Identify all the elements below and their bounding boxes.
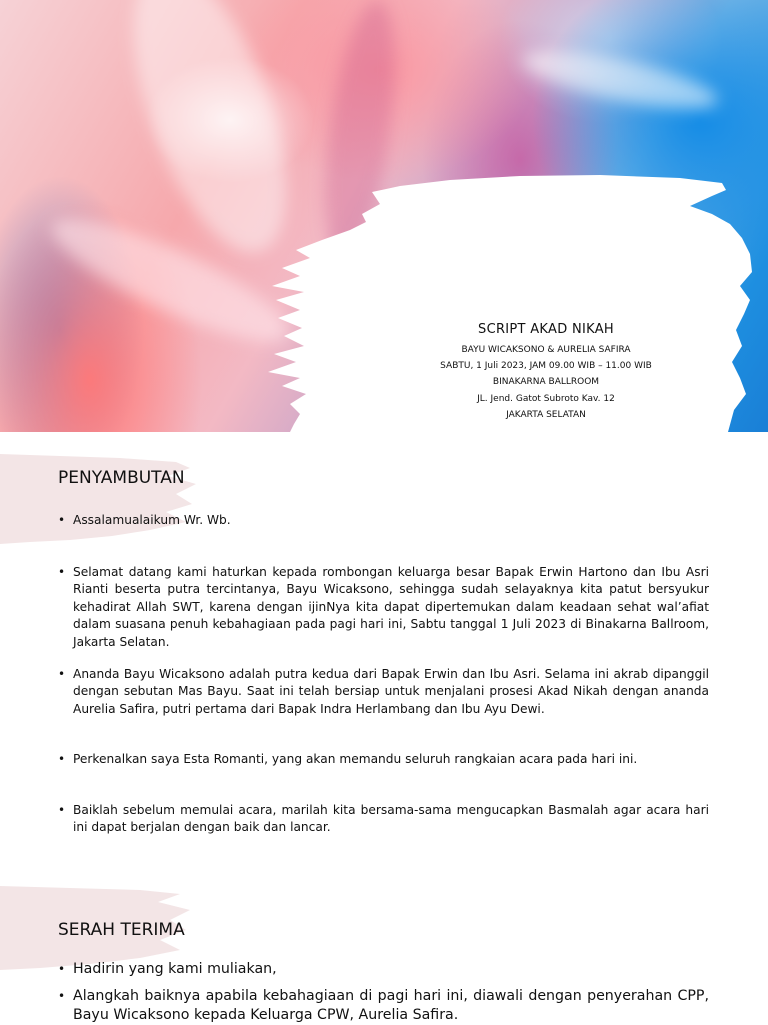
penyambutan-list xyxy=(58,802,709,837)
venue-city: JAKARTA SELATAN xyxy=(506,409,586,420)
penyambutan-list xyxy=(58,751,709,768)
document-title: SCRIPT AKAD NIKAH xyxy=(478,322,614,337)
hero-banner xyxy=(0,0,768,432)
list-item: • Alangkah baiknya apabila kebahagiaan di pagi hari ini, diawali dengan penyerahan CPP, Bayu Wicaksono kepada Keluarga CPW, Aurelia Safira. xyxy=(58,987,709,1025)
penyambutan-list xyxy=(58,512,709,529)
list-item: • Selamat datang kami haturkan kepada rombongan keluarga besar Bapak Erwin Hartono dan Ibu Asri Rianti beserta putra tercintanya, Bayu Wicaksono, sehingga sudah selayaknya kita patut bersyukur kehadirat Allah SWT, karena dengan ijinNya kita dapat dipertemukan dalam keadaan sehat wal’afiat dalam suasana penuh kebahagiaan pada pagi hari ini, Sabtu tanggal 1 Juli 2023 di Binakarna Ballroom, Jakarta Selatan. xyxy=(58,564,709,651)
section-title-penyambutan: PENYAMBUTAN xyxy=(58,468,185,488)
list-item: • Assalamualaikum Wr. Wb. xyxy=(58,512,709,529)
hero-text-block xyxy=(380,322,712,423)
list-item: • Perkenalkan saya Esta Romanti, yang akan memandu seluruh rangkaian acara pada hari ini. xyxy=(58,751,709,768)
list-item: • Baiklah sebelum memulai acara, marilah kita bersama-sama mengucapkan Basmalah agar acara hari ini dapat berjalan dengan baik dan lancar. xyxy=(58,802,709,837)
event-date: SABTU, 1 Juli 2023, JAM 09.00 WIB – 11.00 WIB xyxy=(440,361,652,372)
venue-name: BINAKARNA BALLROOM xyxy=(492,377,600,388)
list-item: • Hadirin yang kami muliakan, xyxy=(58,960,709,979)
list-item: • Ananda Bayu Wicaksono adalah putra kedua dari Bapak Erwin dan Ibu Asri. Selama ini akrab dipanggil dengan sebutan Mas Bayu. Saat ini telah bersiap untuk menjalani prosesi Akad Nikah dengan ananda Aurelia Safira, putri pertama dari Bapak Indra Herlambang dan Ibu Ayu Dewi. xyxy=(58,666,709,718)
section-title-serah-terima: SERAH TERIMA xyxy=(58,920,185,940)
serah-terima-list xyxy=(58,960,709,1025)
venue-address: JL. Jend. Gatot Subroto Kav. 12 xyxy=(477,393,615,404)
penyambutan-list xyxy=(58,564,709,651)
penyambutan-list xyxy=(58,666,709,718)
couple-names: BAYU WICAKSONO & AURELIA SAFIRA xyxy=(461,345,631,355)
pink-brush-stroke xyxy=(0,450,200,545)
